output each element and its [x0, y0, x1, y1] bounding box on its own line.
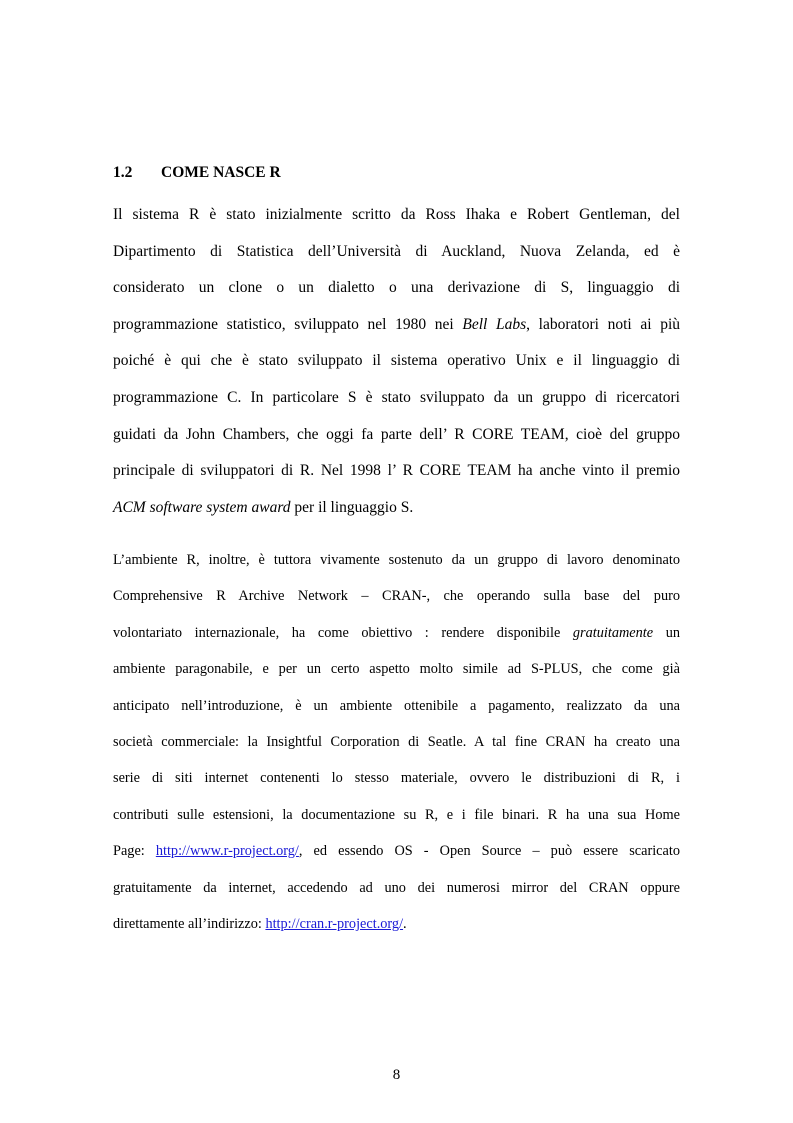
paragraph-line: Il sistema R è stato inizialmente scritto da Ross Ihaka e Robert Gentleman, del [113, 206, 680, 223]
paragraph-line: ambiente paragonabile, e per un certo aspetto molto simile ad S-PLUS, che come già [113, 661, 680, 678]
paragraph-1 [113, 197, 680, 526]
cran-link[interactable]: http://cran.r-project.org/ [265, 916, 404, 933]
paragraph-line: Dipartimento di Statistica dell’Università di Auckland, Nuova Zelanda, ed è [113, 242, 680, 260]
paragraph-line: poiché è qui che è stato sviluppato il sistema operativo Unix e il linguaggio di [113, 352, 680, 370]
paragraph-line: Comprehensive R Archive Network – CRAN-, che operando sulla base del puro [113, 588, 680, 605]
paragraph-line: società commerciale: la Insightful Corporation di Seatle. A tal fine CRAN ha creato una [113, 734, 680, 751]
paragraph-line: L’ambiente R, inoltre, è tuttora vivamente sostenuto da un gruppo di lavoro denominato [113, 552, 680, 568]
paragraph-line: contributi sulle estensioni, la documentazione su R, e i file binari. R ha una sua Home [113, 806, 680, 823]
paragraph-line: principale di sviluppatori di R. Nel 1998 l’ R CORE TEAM ha anche vinto il premio [113, 462, 680, 480]
paragraph-line: direttamente all’indirizzo: http://cran.r-project.org/. [113, 916, 407, 933]
paragraph-line: programmazione C. In particolare S è stato sviluppato da un gruppo di ricercatori [113, 388, 680, 406]
paragraph-line: programmazione statistico, sviluppato nel 1980 nei Bell Labs, laboratori noti ai più [113, 315, 681, 333]
paragraph-line: gratuitamente da internet, accedendo ad uno dei numerosi mirror del CRAN oppure [113, 879, 680, 896]
bell-labs-emphasis: Bell Labs [462, 315, 527, 333]
paragraph-line: serie di siti internet contenenti lo stesso materiale, ovvero le distribuzioni di R, i [113, 770, 680, 787]
paragraph-line: considerato un clone o un dialetto o una derivazione di S, linguaggio di [113, 279, 680, 297]
award-emphasis: ACM software system award [113, 498, 291, 516]
paragraph-line: volontariato internazionale, ha come obiettivo : rendere disponibile gratuitamente un [113, 624, 680, 641]
paragraph-line: ACM software system award per il linguaggio S. [113, 498, 414, 516]
section-title: COME NASCE R [161, 164, 281, 181]
section-number: 1.2 [113, 164, 133, 181]
section-heading [113, 162, 281, 184]
paragraph-line: anticipato nell’introduzione, è un ambiente ottenibile a pagamento, realizzato da una [113, 697, 680, 714]
page-number: 8 [392, 1067, 401, 1083]
gratuitamente-emphasis: gratuitamente [572, 624, 654, 641]
paragraph-line: Page: http://www.r-project.org/, ed essendo OS - Open Source – può essere scaricato [113, 843, 680, 860]
r-project-home-link[interactable]: http://www.r-project.org/ [155, 843, 299, 860]
paragraph-line: guidati da John Chambers, che oggi fa parte dell’ R CORE TEAM, cioè del gruppo [113, 425, 680, 443]
paragraph-2 [113, 542, 680, 942]
